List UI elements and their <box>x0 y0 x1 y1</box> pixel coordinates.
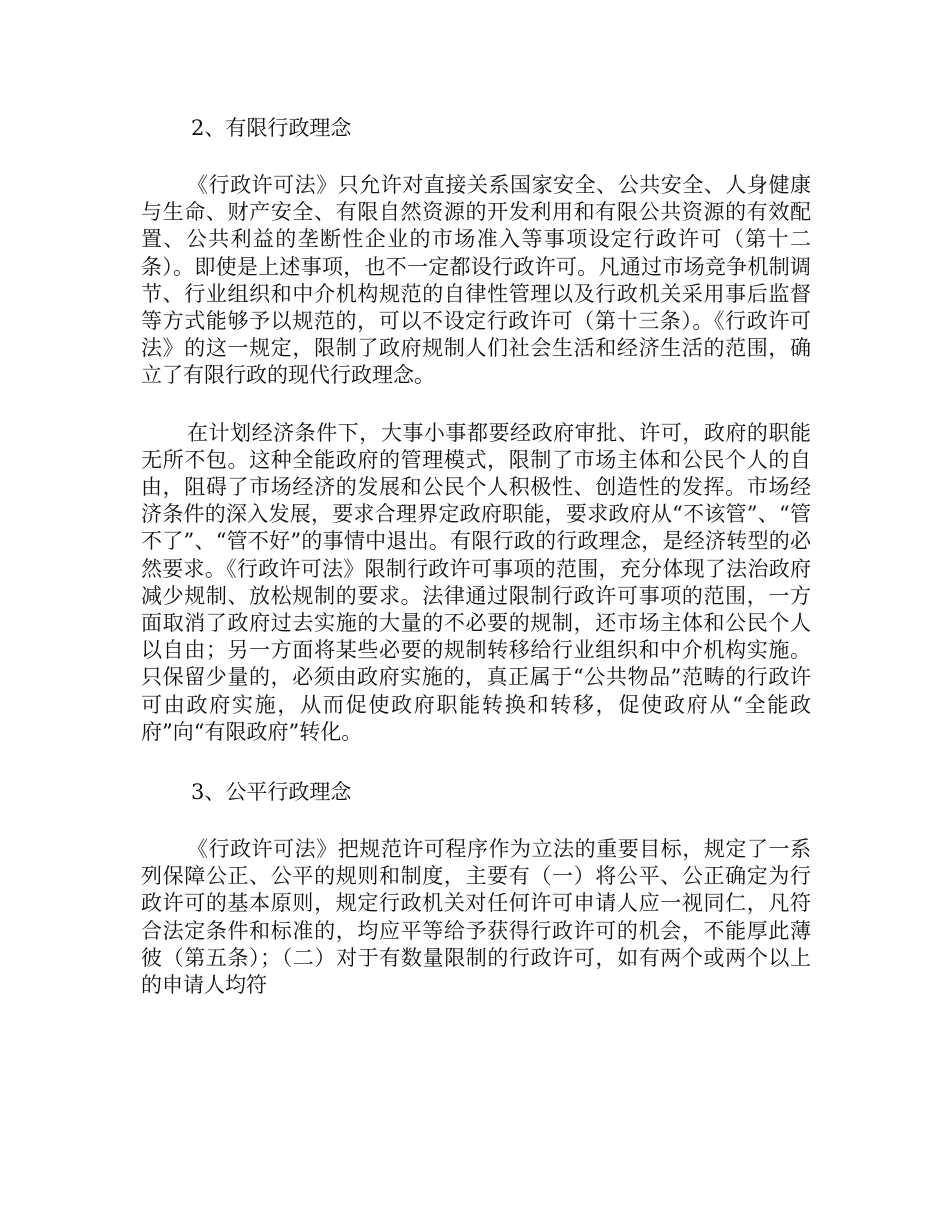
paragraph-2: 在计划经济条件下，大事小事都要经政府审批、许可，政府的职能无所不包。这种全能政府的管理模式，限制了市场主体和公民个人的自由，阻碍了市场经济的发展和公民个人积极性、创造性的发挥。市场经济条件的深入发展，要求合理界定政府职能，要求政府从“不该管”、“管不了”、“管不好”的事情中退出。有限行政的行政理念，是经济转型的必然要求。《行政许可法》限制行政许可事项的范围，充分体现了法治政府减少规制、放松规制的要求。法律通过限制行政许可事项的范围，一方面取消了政府过去实施的大量的不必要的规制，还市场主体和公民个人以自由；另一方面将某些必要的规制转移给行业组织和中介机构实施。只保留少量的，必须由政府实施的，真正属于“公共物品”范畴的行政许可由政府实施，从而促使政府职能转换和转移，促使政府从“全能政府”向“有限政府”转化。 <box>141 420 811 744</box>
paragraph-3: 《行政许可法》把规范许可程序作为立法的重要目标，规定了一系列保障公正、公平的规则和制度，主要有（一）将公平、公正确定为行政许可的基本原则，规定行政机关对任何许可申请人应一视同仁，凡符合法定条件和标准的，均应平等给予获得行政许可的机会，不能厚此薄彼（第五条）；（二）对于有数量限制的行政许可，如有两个或两个以上的申请人均符 <box>141 837 811 998</box>
section-heading-limited-administration: 2、有限行政理念 <box>191 116 352 140</box>
document-body <box>141 112 811 999</box>
paragraph-1: 《行政许可法》只允许对直接关系国家安全、公共安全、人身健康与生命、财产安全、有限自然资源的开发利用和有限公共资源的有效配置、公共利益的垄断性企业的市场准入等事项设定行政许可（第十二条）。即使是上述事项，也不一定都设行政许可。凡通过市场竞争机制调节、行业组织和中介机构规范的自律性管理以及行政机关采用事后监督等方式能够予以规范的，可以不设定行政许可（第十三条）。《行政许可法》的这一规定，限制了政府规制人们社会生活和经济生活的范围，确立了有限行政的现代行政理念。 <box>141 173 811 388</box>
section-heading-fair-administration: 3、公平行政理念 <box>191 780 352 805</box>
